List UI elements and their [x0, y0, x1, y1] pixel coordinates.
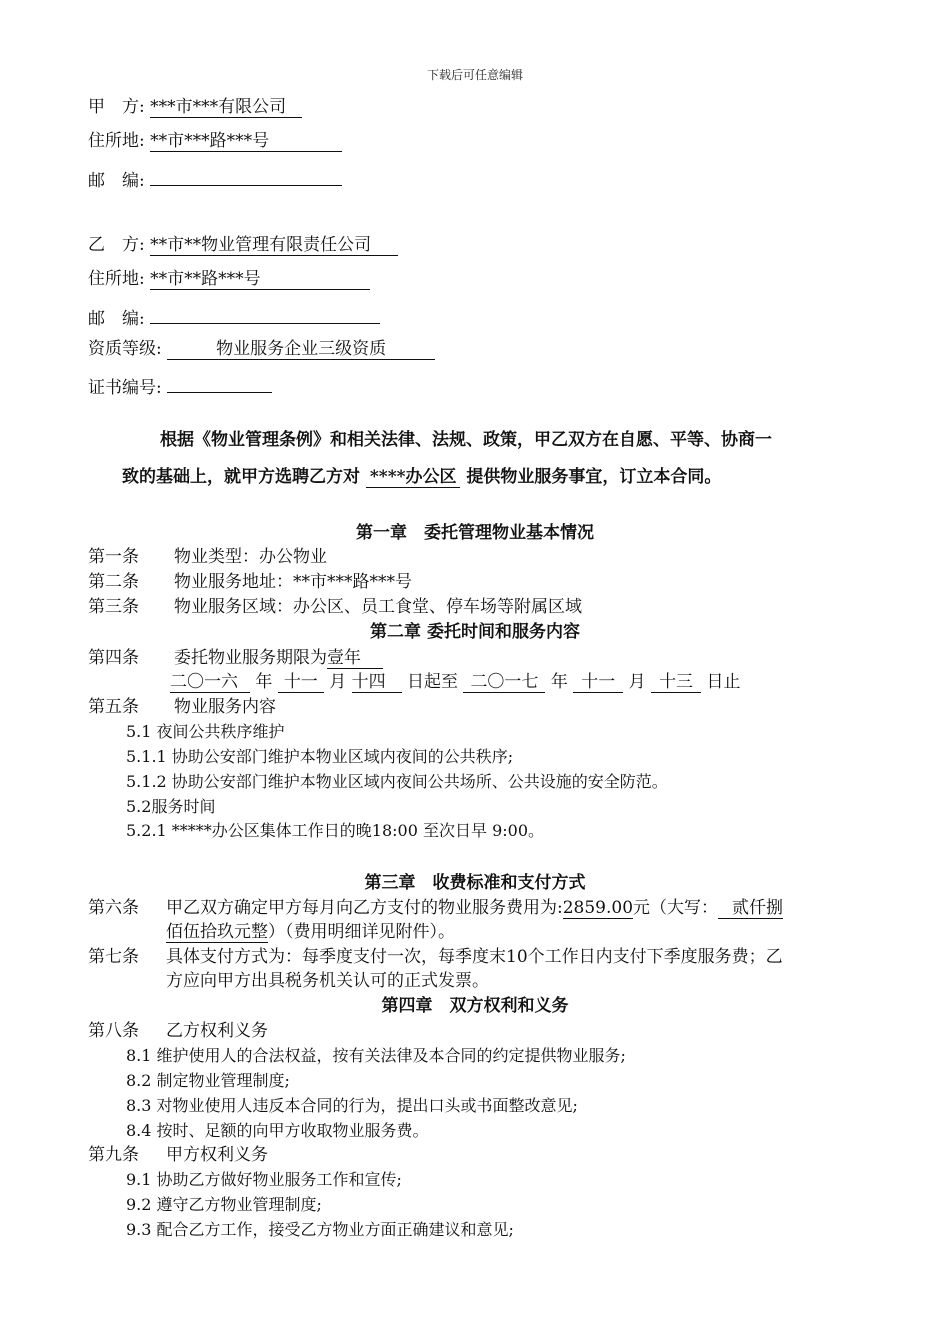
intro-line-1: 根据《物业管理条例》和相关法律、法规、政策，甲乙双方在自愿、平等、协商一	[160, 430, 772, 450]
intro-line-2	[122, 466, 912, 488]
header-note: 下载后可任意编辑	[426, 68, 523, 82]
article-6-line-1	[88, 897, 783, 919]
clause-5-2: 5.2服务时间	[126, 797, 216, 816]
service-period-row	[170, 671, 740, 693]
article-6-amount: 2859.00	[562, 898, 634, 918]
intro-line-2-after: 提供物业服务事宜，订立本合同。	[466, 467, 722, 487]
party-a-name-value: ***市***有限公司	[150, 97, 302, 118]
party-b-postcode-row	[88, 303, 380, 330]
clause-9-2: 9.2 遵守乙方物业管理制度;	[126, 1195, 322, 1214]
clause-5-2-1: 5.2.1 *****办公区集体工作日的晚18:00 至次日早 9:00。	[126, 821, 545, 840]
article-3-text: 物业服务区域：办公区、员工食堂、停车场等附属区域	[174, 597, 582, 617]
article-3-number: 第三条	[88, 597, 139, 617]
end-month: 十一	[573, 672, 623, 693]
end-label: 日止	[706, 672, 741, 692]
article-5	[88, 696, 276, 718]
party-b-qualification-value: 物业服务企业三级资质	[167, 339, 435, 360]
party-b-certificate-blank	[167, 372, 272, 393]
article-4-text: 委托物业服务期限为	[174, 648, 327, 668]
clause-9-3: 9.3 配合乙方工作，接受乙方物业方面正确建议和意见;	[126, 1220, 514, 1239]
from-label: 日起至	[407, 672, 459, 692]
end-month-label: 月	[628, 672, 646, 692]
article-6-number: 第六条	[88, 898, 139, 918]
party-a-postcode-row	[88, 165, 342, 192]
article-6-text: 甲乙双方确定甲方每月向乙方支付的物业服务费用为:	[166, 898, 563, 918]
start-day: 十四	[352, 672, 402, 693]
party-b-certificate-label: 证书编号:	[88, 378, 162, 398]
article-8-number: 第八条	[88, 1021, 139, 1041]
clause-8-3: 8.3 对物业使用人违反本合同的行为，提出口头或书面整改意见;	[126, 1096, 578, 1115]
party-a-address-label: 住所地:	[88, 131, 145, 151]
party-a-postcode-label: 邮 编:	[88, 171, 145, 191]
article-4	[88, 647, 383, 669]
article-4-number: 第四条	[88, 648, 139, 668]
end-day: 十三	[651, 672, 701, 693]
party-a-name-row	[88, 96, 302, 118]
end-year: 二〇一七	[463, 672, 545, 693]
article-5-text: 物业服务内容	[174, 697, 276, 717]
party-a-address-row	[88, 130, 342, 152]
article-6-line-2	[166, 921, 455, 943]
chapter-1-title: 第一章 委托管理物业基本情况	[356, 523, 594, 543]
party-b-certificate-row	[88, 372, 272, 399]
end-year-label: 年	[550, 672, 568, 692]
party-b-name-value: **市**物业管理有限责任公司	[150, 235, 398, 256]
party-b-qualification-row	[88, 338, 435, 360]
clause-5-1-2: 5.1.2 协助公安部门维护本物业区域内夜间公共场所、公共设施的安全防范。	[126, 772, 668, 791]
start-year-label: 年	[255, 672, 273, 692]
chapter-3-title: 第三章 收费标准和支付方式	[364, 873, 586, 893]
clause-8-2: 8.2 制定物业管理制度;	[126, 1071, 290, 1090]
party-b-postcode-blank	[150, 303, 380, 324]
clause-5-1-1: 5.1.1 协助公安部门维护本物业区域内夜间的公共秩序;	[126, 747, 514, 766]
start-month: 十一	[278, 672, 324, 693]
article-2	[88, 571, 412, 593]
article-5-number: 第五条	[88, 697, 139, 717]
article-9-text: 甲方权利义务	[166, 1145, 268, 1165]
party-b-address-label: 住所地:	[88, 269, 145, 289]
article-1-text: 物业类型：办公物业	[174, 547, 327, 567]
article-7-line-2: 方应向甲方出具税务机关认可的正式发票。	[166, 971, 489, 991]
article-7-line-1	[88, 946, 783, 968]
start-month-label: 月	[329, 672, 347, 692]
article-9	[88, 1144, 268, 1166]
party-b-postcode-label: 邮 编:	[88, 309, 145, 329]
article-7-text-1: 具体支付方式为：每季度支付一次，每季度末10个工作日内支付下季度服务费；乙	[166, 947, 783, 967]
article-6-mid: 元（大写：	[633, 898, 719, 918]
party-b-address-value: **市**路***号	[150, 269, 370, 290]
chapter-4-title: 第四章 双方权利和义务	[381, 996, 569, 1016]
party-a-postcode-blank	[150, 165, 342, 186]
article-4-term: 壹年	[327, 648, 383, 669]
intro-office-name: ****办公区	[366, 467, 461, 488]
party-a-address-value: **市***路***号	[150, 131, 342, 152]
clause-9-1: 9.1 协助乙方做好物业服务工作和宣传;	[126, 1170, 402, 1189]
article-8-text: 乙方权利义务	[166, 1021, 268, 1041]
article-9-number: 第九条	[88, 1145, 139, 1165]
article-1-number: 第一条	[88, 547, 139, 567]
party-b-name-row	[88, 234, 398, 256]
clause-8-4: 8.4 按时、足额的向甲方收取物业服务费。	[126, 1121, 429, 1140]
intro-line-2-before: 致的基础上，就甲方选聘乙方对	[122, 467, 360, 487]
party-a-name-label: 甲 方:	[88, 97, 145, 117]
article-2-number: 第二条	[88, 572, 139, 592]
article-7-number: 第七条	[88, 947, 139, 967]
chapter-2-title: 第二章 委托时间和服务内容	[370, 622, 580, 642]
start-year: 二〇一六	[170, 672, 250, 693]
article-3	[88, 596, 582, 618]
clause-5-1: 5.1 夜间公共秩序维护	[126, 722, 285, 741]
party-b-qualification-label: 资质等级:	[88, 339, 162, 359]
article-6-upper-2: 佰伍拾玖元整	[166, 922, 268, 942]
article-8	[88, 1020, 268, 1042]
article-6-end: ）（费用明细详见附件）。	[268, 922, 455, 942]
article-6-upper-1: 贰仟捌	[718, 898, 783, 919]
article-1	[88, 546, 327, 568]
clause-8-1: 8.1 维护使用人的合法权益，按有关法律及本合同的约定提供物业服务;	[126, 1046, 626, 1065]
party-b-address-row	[88, 268, 370, 290]
article-2-text: 物业服务地址：**市***路***号	[174, 572, 412, 592]
party-b-name-label: 乙 方:	[88, 235, 145, 255]
